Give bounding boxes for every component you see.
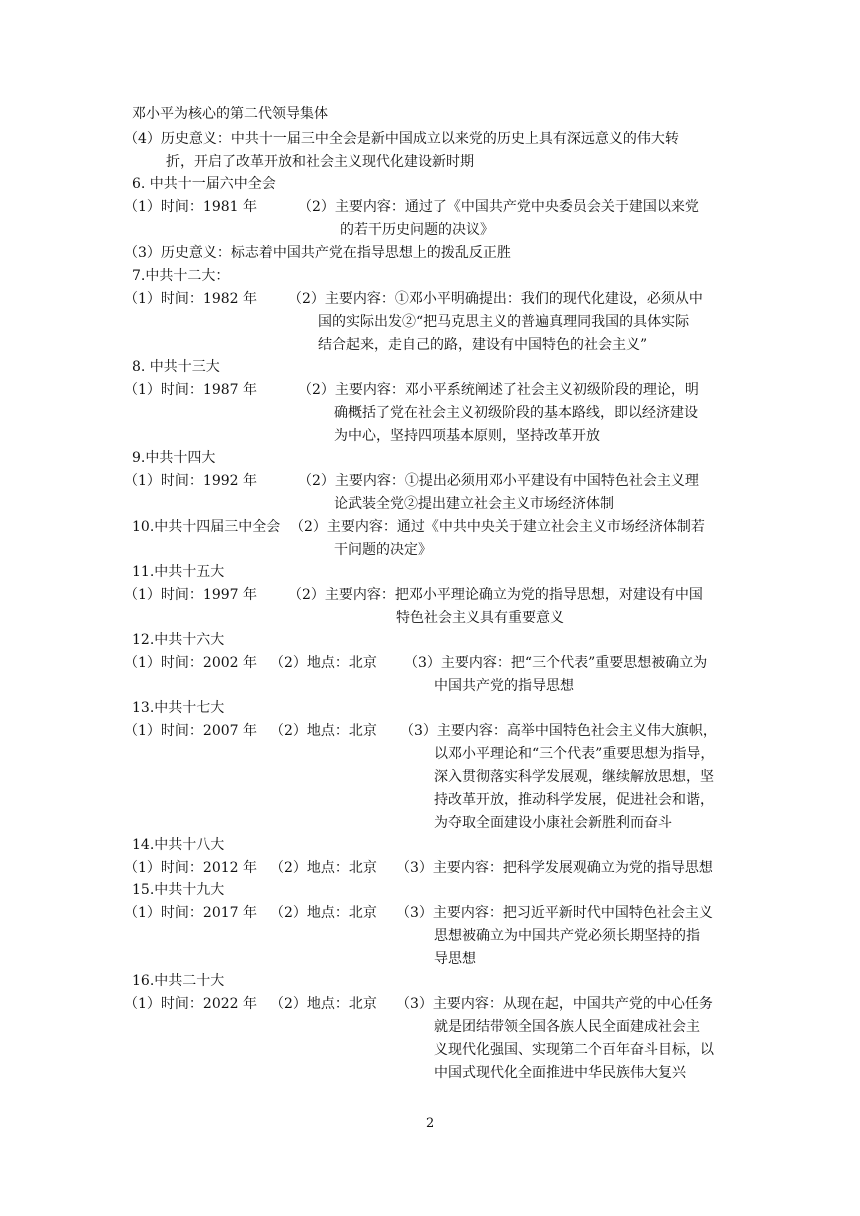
text-line: （1）时间：1992 年 bbox=[124, 473, 257, 489]
text-line: （3）主要内容：把科学发展观确立为党的指导思想 bbox=[396, 860, 713, 876]
text-line: （3）主要内容：把“三个代表”重要思想被确立为 bbox=[404, 655, 708, 671]
text-line: 就是团结带领全国各族人民全面建成社会主 bbox=[434, 1019, 700, 1035]
text-line: 为中心，坚持四项基本原则，坚持改革开放 bbox=[334, 428, 600, 444]
text-line: （1）时间：1981 年 bbox=[124, 199, 257, 215]
text-line: 持改革开放，推动科学发展，促进社会和谐， bbox=[434, 792, 714, 808]
text-line: （3）主要内容：从现在起，中国共产党的中心任务 bbox=[396, 996, 713, 1012]
text-line: 邓小平为核心的第二代领导集体 bbox=[132, 106, 328, 122]
text-line: （4）历史意义：中共十一届三中全会是新中国成立以来党的历史上具有深远意义的伟大转 bbox=[124, 131, 679, 147]
text-line: 折，开启了改革开放和社会主义现代化建设新时期 bbox=[166, 154, 474, 170]
text-line: 确概括了党在社会主义初级阶段的基本路线，即以经济建设 bbox=[334, 405, 698, 421]
text-line: 结合起来，走自己的路，建设有中国特色的社会主义” bbox=[318, 337, 648, 353]
text-line: （1）时间：2007 年 bbox=[124, 723, 257, 739]
text-line: 论武装全党②提出建立社会主义市场经济体制 bbox=[334, 496, 614, 512]
text-line: （2）地点：北京 bbox=[270, 996, 377, 1012]
text-line: 国的实际出发②“把马克思主义的普遍真理同我国的具体实际 bbox=[318, 314, 690, 330]
text-line: 深入贯彻落实科学发展观，继续解放思想，坚 bbox=[434, 769, 714, 785]
text-line: （1）时间：1997 年 bbox=[124, 587, 257, 603]
section-heading: 12.中共十六大 bbox=[132, 632, 225, 648]
text-line: 义现代化强国、实现第二个百年奋斗目标，以 bbox=[434, 1042, 714, 1058]
text-line: 的若干历史问题的决议》 bbox=[340, 222, 494, 238]
text-line: （1）时间：1987 年 bbox=[124, 382, 257, 398]
text-line: （3）主要内容：把习近平新时代中国特色社会主义 bbox=[396, 905, 713, 921]
text-line: （3）主要内容：高举中国特色社会主义伟大旗帜， bbox=[400, 723, 717, 739]
text-line: 干问题的决定》 bbox=[334, 542, 432, 558]
text-line: 以邓小平理论和“三个代表”重要思想为指导， bbox=[434, 746, 715, 762]
text-line: （1）时间：2022 年 bbox=[124, 996, 257, 1012]
text-line: （2）主要内容：通过了《中国共产党中央委员会关于建国以来党 bbox=[298, 199, 699, 215]
section-heading: 8. 中共十三大 bbox=[132, 359, 220, 375]
text-line: （1）时间：2002 年 bbox=[124, 655, 257, 671]
text-line: 特色社会主义具有重要意义 bbox=[396, 610, 564, 626]
section-heading: 10.中共十四届三中全会 bbox=[132, 519, 281, 535]
text-line: （2）地点：北京 bbox=[270, 655, 377, 671]
text-line: 中国共产党的指导思想 bbox=[434, 678, 574, 694]
text-line: （1）时间：2017 年 bbox=[124, 905, 257, 921]
text-line: 导思想 bbox=[434, 951, 476, 967]
text-line: （2）地点：北京 bbox=[270, 905, 377, 921]
text-line: （3）历史意义：标志着中国共产党在指导思想上的拨乱反正胜 bbox=[124, 245, 511, 261]
text-line: （1）时间：2012 年 bbox=[124, 860, 257, 876]
section-heading: 15.中共十九大 bbox=[132, 882, 225, 898]
text-line: 为夺取全面建设小康社会新胜利而奋斗 bbox=[434, 815, 672, 831]
text-line: （2）地点：北京 bbox=[270, 723, 377, 739]
section-heading: 11.中共十五大 bbox=[132, 564, 225, 580]
page-number: 2 bbox=[426, 1116, 435, 1131]
text-line: （2）地点：北京 bbox=[270, 860, 377, 876]
text-line: （2）主要内容：把邓小平理论确立为党的指导思想，对建设有中国 bbox=[288, 587, 703, 603]
text-line: （2）主要内容：通过《中共中央关于建立社会主义市场经济体制若 bbox=[290, 519, 705, 535]
section-heading: 13.中共十七大 bbox=[132, 700, 225, 716]
section-heading: 7.中共十二大： bbox=[132, 268, 230, 284]
text-line: 思想被确立为中国共产党必须长期坚持的指 bbox=[434, 928, 700, 944]
text-line: 中国式现代化全面推进中华民族伟大复兴 bbox=[434, 1065, 686, 1081]
text-line: （2）主要内容：邓小平系统阐述了社会主义初级阶段的理论，明 bbox=[298, 382, 699, 398]
section-heading: 6. 中共十一届六中全会 bbox=[132, 176, 276, 192]
text-line: （1）时间：1982 年 bbox=[124, 291, 257, 307]
section-heading: 9.中共十四大 bbox=[132, 450, 216, 466]
section-heading: 14.中共十八大 bbox=[132, 837, 225, 853]
text-line: （2）主要内容：①邓小平明确提出：我们的现代化建设，必须从中 bbox=[288, 291, 703, 307]
section-heading: 16.中共二十大 bbox=[132, 973, 225, 989]
text-line: （2）主要内容：①提出必须用邓小平建设有中国特色社会主义理 bbox=[298, 473, 699, 489]
